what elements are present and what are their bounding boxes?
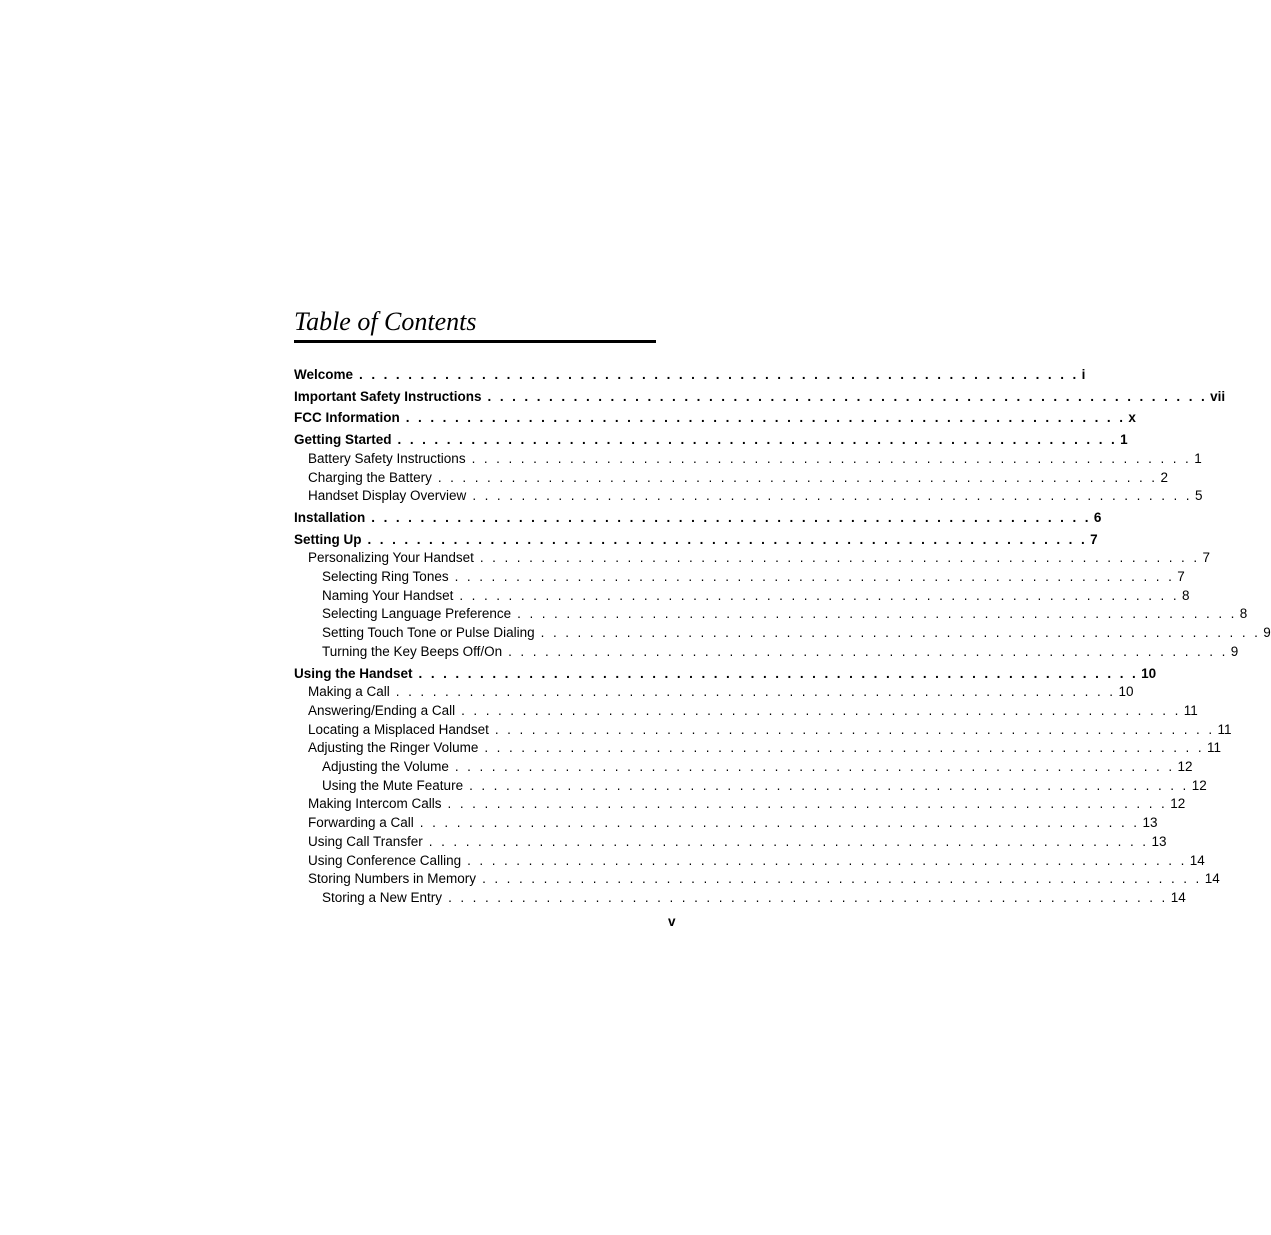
toc-entry-title: Using the Handset — [294, 665, 413, 681]
toc-entry — [294, 450, 1202, 469]
toc-entry — [294, 643, 1239, 662]
title-rule — [294, 340, 656, 343]
toc-entry-title: Getting Started — [294, 432, 392, 448]
toc-dot-leader: . . . . . . . . . . . . . . . . . . . . . . . . . . . . . . . . . . . . . . . . . . . . . . . . . . . . . . . . . . . — [454, 759, 1175, 775]
toc-entry — [294, 870, 1220, 889]
toc-dot-leader: . . . . . . . . . . . . . . . . . . . . . . . . . . . . . . . . . . . . . . . . . . . . . . . . . . . . . . . . . . . — [461, 702, 1181, 718]
toc-dot-leader: . . . . . . . . . . . . . . . . . . . . . . . . . . . . . . . . . . . . . . . . . . . . . . . . . . . . . . . . . . . — [482, 871, 1202, 887]
toc-dot-leader: . . . . . . . . . . . . . . . . . . . . . . . . . . . . . . . . . . . . . . . . . . . . . . . . . . . . . . . . . . . — [447, 796, 1168, 812]
toc-entry-page: 9 — [1230, 643, 1239, 659]
toc-entry-page: i — [1081, 367, 1086, 382]
toc-dot-leader: . . . . . . . . . . . . . . . . . . . . . . . . . . . . . . . . . . . . . . . . . . . . . . . . . . . . . . . . . . . — [437, 469, 1158, 485]
toc-entry-page: 14 — [1189, 852, 1205, 868]
toc-entry-page: 5 — [1194, 488, 1203, 504]
toc-entry-title: Welcome — [294, 367, 354, 382]
toc-entry-page: 13 — [1142, 815, 1158, 831]
toc-entry-page: 7 — [1202, 550, 1211, 566]
toc-entry-title: Turning the Key Beeps Off/On — [322, 643, 503, 659]
toc-entry — [294, 665, 1157, 684]
toc-entry-title: Charging the Battery — [308, 469, 432, 485]
toc-entry — [294, 739, 1222, 758]
toc-entry-page: 9 — [1263, 625, 1271, 641]
toc-entry-page: 2 — [1160, 469, 1168, 485]
toc-entry-page: 7 — [1090, 531, 1098, 547]
toc-entry — [294, 833, 1167, 852]
toc-entry-page: 11 — [1217, 721, 1232, 737]
toc-dot-leader: . . . . . . . . . . . . . . . . . . . . . . . . . . . . . . . . . . . . . . . . . . . . . . . . . . . . . . . . . . . — [359, 367, 1079, 382]
toc-entry-title: FCC Information — [294, 410, 400, 426]
toc-entry-title: Important Safety Instructions — [294, 388, 482, 404]
toc-entry — [294, 702, 1198, 721]
toc-entry-title: Using Call Transfer — [308, 833, 423, 849]
toc-entry-title: Making Intercom Calls — [308, 796, 442, 812]
toc-entry — [294, 388, 1226, 407]
toc-entry-title: Selecting Language Preference — [322, 606, 512, 622]
toc-entry — [294, 549, 1211, 568]
toc-entry — [294, 852, 1205, 871]
toc-entry — [294, 469, 1168, 488]
toc-entry — [294, 721, 1232, 740]
toc-entry-title: Forwarding a Call — [308, 815, 414, 831]
toc-entry-page: 1 — [1194, 450, 1202, 466]
toc-dot-leader: . . . . . . . . . . . . . . . . . . . . . . . . . . . . . . . . . . . . . . . . . . . . . . . . . . . . . . . . . . . — [448, 889, 1168, 905]
toc-entry — [294, 487, 1203, 506]
toc-entry-title: Storing Numbers in Memory — [308, 871, 477, 887]
toc-dot-leader: . . . . . . . . . . . . . . . . . . . . . . . . . . . . . . . . . . . . . . . . . . . . . . . . . . . . . . . . . . . — [397, 432, 1118, 448]
toc-entry — [294, 409, 1136, 428]
toc-entry-title: Selecting Ring Tones — [322, 569, 449, 585]
toc-entry-title: Personalizing Your Handset — [308, 550, 474, 566]
toc-entry-page: x — [1128, 410, 1136, 426]
toc-dot-leader: . . . . . . . . . . . . . . . . . . . . . . . . . . . . . . . . . . . . . . . . . . . . . . . . . . . . . . . . . . . — [484, 740, 1204, 756]
toc-dot-leader: . . . . . . . . . . . . . . . . . . . . . . . . . . . . . . . . . . . . . . . . . . . . . . . . . . . . . . . . . . . — [405, 410, 1126, 426]
toc-entry-title: Battery Safety Instructions — [308, 450, 466, 466]
page-number: v — [668, 914, 676, 929]
toc-entry — [294, 624, 1271, 643]
toc-entry-title: Adjusting the Ringer Volume — [308, 740, 479, 756]
toc-entry — [294, 795, 1186, 814]
toc-entry-page: 7 — [1177, 569, 1185, 585]
toc-dot-leader: . . . . . . . . . . . . . . . . . . . . . . . . . . . . . . . . . . . . . . . . . . . . . . . . . . . . . . . . . . . — [479, 550, 1200, 566]
toc-entry-title: Naming Your Handset — [322, 587, 454, 603]
toc-entry-title: Installation — [294, 509, 366, 525]
toc-entry-title: Using the Mute Feature — [322, 777, 464, 793]
toc-entry — [294, 777, 1207, 796]
toc-dot-leader: . . . . . . . . . . . . . . . . . . . . . . . . . . . . . . . . . . . . . . . . . . . . . . . . . . . . . . . . . . . — [371, 509, 1091, 525]
toc-entry-title: Storing a New Entry — [322, 889, 443, 905]
toc-entry — [294, 531, 1098, 550]
toc-dot-leader: . . . . . . . . . . . . . . . . . . . . . . . . . . . . . . . . . . . . . . . . . . . . . . . . . . . . . . . . . . . — [472, 488, 1192, 504]
toc-entry-page: 6 — [1093, 509, 1102, 525]
toc-entry-page: 12 — [1170, 796, 1186, 812]
toc-entry-page: 12 — [1177, 759, 1193, 775]
toc-entry — [294, 366, 1086, 385]
toc-entry — [294, 587, 1190, 606]
toc-entry-title: Making a Call — [308, 684, 390, 700]
toc-entry-page: 10 — [1141, 665, 1157, 681]
toc-dot-leader: . . . . . . . . . . . . . . . . . . . . . . . . . . . . . . . . . . . . . . . . . . . . . . . . . . . . . . . . . . . — [467, 852, 1187, 868]
toc-entry — [294, 758, 1193, 777]
toc-dot-leader: . . . . . . . . . . . . . . . . . . . . . . . . . . . . . . . . . . . . . . . . . . . . . . . . . . . . . . . . . . . — [428, 833, 1149, 849]
toc-entry-page: 11 — [1207, 740, 1222, 756]
toc-dot-leader: . . . . . . . . . . . . . . . . . . . . . . . . . . . . . . . . . . . . . . . . . . . . . . . . . . . . . . . . . . . — [471, 450, 1192, 466]
toc-dot-leader: . . . . . . . . . . . . . . . . . . . . . . . . . . . . . . . . . . . . . . . . . . . . . . . . . . . . . . . . . . . — [418, 665, 1139, 681]
toc-entry-title: Using Conference Calling — [308, 852, 462, 868]
toc-dot-leader: . . . . . . . . . . . . . . . . . . . . . . . . . . . . . . . . . . . . . . . . . . . . . . . . . . . . . . . . . . . — [395, 684, 1116, 700]
toc-dot-leader: . . . . . . . . . . . . . . . . . . . . . . . . . . . . . . . . . . . . . . . . . . . . . . . . . . . . . . . . . . . — [540, 625, 1261, 641]
toc-entry-title: Answering/Ending a Call — [308, 702, 456, 718]
page-title: Table of Contents — [294, 307, 477, 336]
toc-list — [294, 366, 1271, 908]
toc-dot-leader: . . . . . . . . . . . . . . . . . . . . . . . . . . . . . . . . . . . . . . . . . . . . . . . . . . . . . . . . . . . — [487, 388, 1208, 404]
toc-entry — [294, 814, 1158, 833]
toc-dot-leader: . . . . . . . . . . . . . . . . . . . . . . . . . . . . . . . . . . . . . . . . . . . . . . . . . . . . . . . . . . . — [508, 643, 1228, 659]
toc-dot-leader: . . . . . . . . . . . . . . . . . . . . . . . . . . . . . . . . . . . . . . . . . . . . . . . . . . . . . . . . . . . — [454, 569, 1175, 585]
toc-entry — [294, 683, 1134, 702]
toc-entry-page: 14 — [1170, 889, 1186, 905]
toc-entry-title: Setting Up — [294, 531, 362, 547]
toc-dot-leader: . . . . . . . . . . . . . . . . . . . . . . . . . . . . . . . . . . . . . . . . . . . . . . . . . . . . . . . . . . . — [367, 531, 1088, 547]
toc-dot-leader: . . . . . . . . . . . . . . . . . . . . . . . . . . . . . . . . . . . . . . . . . . . . . . . . . . . . . . . . . . . — [494, 721, 1215, 737]
toc-dot-leader: . . . . . . . . . . . . . . . . . . . . . . . . . . . . . . . . . . . . . . . . . . . . . . . . . . . . . . . . . . . — [469, 777, 1189, 793]
toc-dot-leader: . . . . . . . . . . . . . . . . . . . . . . . . . . . . . . . . . . . . . . . . . . . . . . . . . . . . . . . . . . . — [459, 587, 1179, 603]
toc-entry — [294, 509, 1102, 528]
toc-entry-page: 8 — [1181, 587, 1190, 603]
toc-dot-leader: . . . . . . . . . . . . . . . . . . . . . . . . . . . . . . . . . . . . . . . . . . . . . . . . . . . . . . . . . . . — [517, 606, 1237, 622]
toc-dot-leader: . . . . . . . . . . . . . . . . . . . . . . . . . . . . . . . . . . . . . . . . . . . . . . . . . . . . . . . . . . . — [419, 815, 1140, 831]
toc-entry — [294, 889, 1186, 908]
toc-entry-page: 12 — [1191, 777, 1207, 793]
toc-entry-page: 10 — [1118, 684, 1134, 700]
toc-entry-page: 1 — [1120, 432, 1128, 448]
toc-entry — [294, 568, 1185, 587]
toc-entry-title: Setting Touch Tone or Pulse Dialing — [322, 625, 535, 641]
toc-entry-title: Handset Display Overview — [308, 488, 467, 504]
toc-entry — [294, 605, 1248, 624]
toc-entry-page: 8 — [1239, 606, 1248, 622]
toc-entry-page: 13 — [1151, 833, 1167, 849]
toc-entry-title: Locating a Misplaced Handset — [308, 721, 489, 737]
toc-entry-page: vii — [1210, 388, 1226, 404]
toc-entry-page: 14 — [1204, 871, 1220, 887]
toc-entry — [294, 431, 1128, 450]
toc-entry-page: 11 — [1183, 702, 1198, 718]
toc-entry-title: Adjusting the Volume — [322, 759, 449, 775]
